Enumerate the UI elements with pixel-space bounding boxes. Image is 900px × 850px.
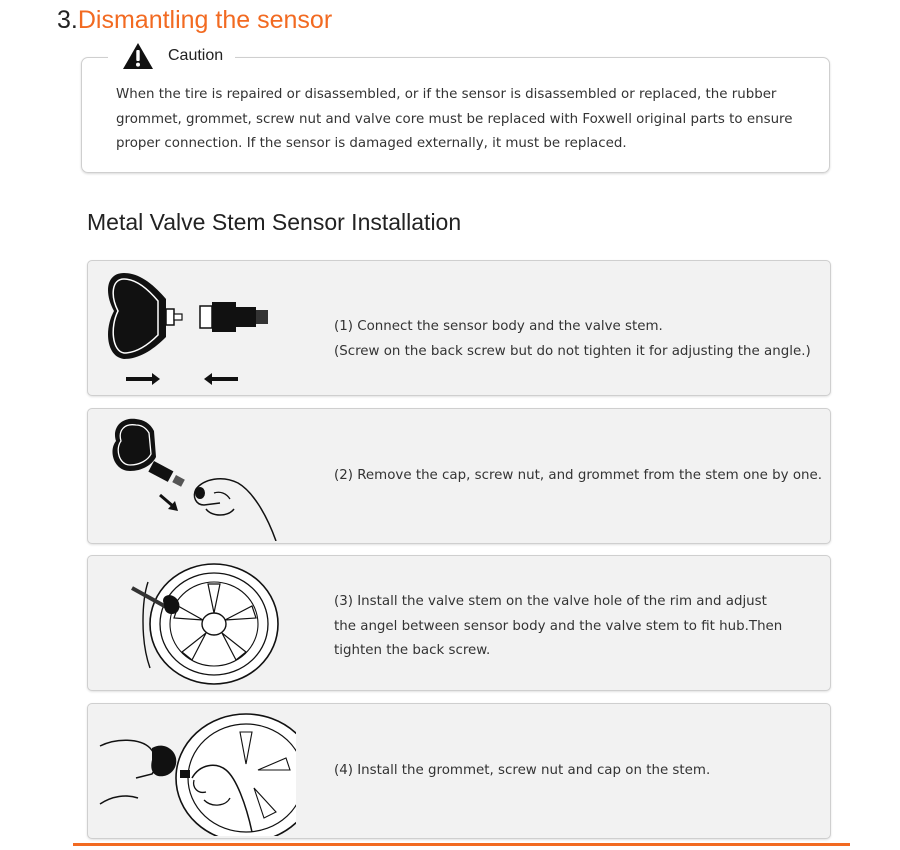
step-line: (4) Install the grommet, screw nut and cap on the stem. [334, 763, 711, 778]
step-3-text [334, 590, 782, 664]
step-1-text [334, 315, 811, 364]
caution-text [116, 83, 816, 157]
caution-label-text: Caution [168, 47, 224, 64]
step-4-text [334, 759, 710, 784]
heading-title: Dismantling the sensor [77, 6, 333, 34]
step-line: (1) Connect the sensor body and the valve stem. [334, 319, 663, 334]
step-2-text [334, 464, 822, 489]
step-card-2 [87, 408, 831, 544]
step-line: (Screw on the back screw but do not tighten it for adjusting the angle.) [334, 343, 811, 359]
step-card-4 [87, 703, 831, 839]
step-card-1 [87, 260, 831, 396]
sensor-valve-stem-illustration [96, 265, 296, 393]
step-card-3 [87, 555, 831, 691]
step-line: tighten the back screw. [334, 643, 491, 658]
step-line: (2) Remove the cap, screw nut, and grommet from the stem one by one. [334, 468, 822, 483]
caution-line: proper connection. If the sensor is damaged externally, it must be replaced. [116, 136, 627, 151]
section-title: Metal Valve Stem Sensor Installation [87, 209, 462, 235]
step-line: the angel between sensor body and the valve stem to fit hub.Then [334, 618, 783, 634]
heading-number: 3. [57, 6, 78, 34]
step-line: (3) Install the valve stem on the valve hole of the rim and adjust [334, 594, 767, 609]
remove-cap-illustration [96, 413, 296, 541]
caution-line: When the tire is repaired or disassembled, or if the sensor is disassembled or replaced, the rubber [116, 87, 777, 102]
bottom-accent-line [73, 843, 850, 846]
section-heading [57, 4, 332, 36]
caution-line: grommet, grommet, screw nut and valve core must be replaced with Foxwell original parts to ensure [116, 111, 793, 127]
wheel-rim-illustration [96, 560, 296, 688]
caution-label [108, 38, 235, 74]
install-grommet-illustration [96, 708, 296, 836]
warning-icon [122, 42, 154, 70]
